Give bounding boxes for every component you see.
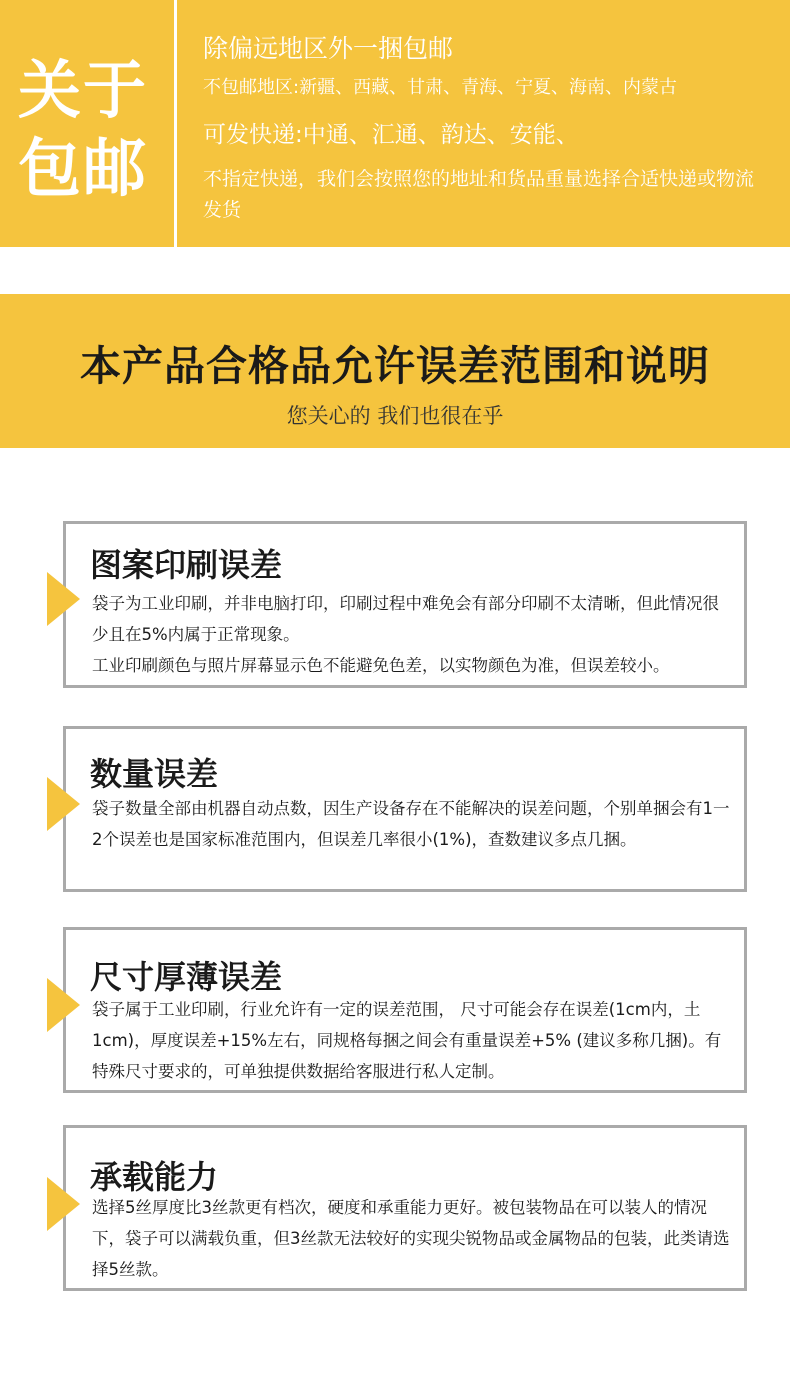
section-arrow-icon bbox=[47, 978, 80, 1032]
banner-title: 本产品合格品允许误差范围和说明 bbox=[80, 342, 710, 390]
section-paragraph: 袋子属于工业印刷，行业允许有一定的误差范围， 尺寸可能会存在误差(1cm内，土1cm)，厚度误差+15%左右，同规格每捆之间会有重量误差+5% (建议多称几捆)。有特殊尺寸要求的，可单独提供数据给客服进行私人定制。 bbox=[92, 1000, 722, 1081]
section-title: 数量误差 bbox=[90, 755, 219, 793]
section-paragraph: 选择5丝厚度比3丝款更有档次，硬度和承重能力更好。被包装物品在可以装人的情况下，袋子可以满载负重，但3丝款无法较好的实现尖锐物品或金属物品的包装，此类请选择5丝款。 bbox=[92, 1198, 730, 1279]
banner-subtitle: 您关心的 我们也很在乎 bbox=[286, 404, 504, 428]
section-body bbox=[92, 1192, 732, 1285]
section-body bbox=[92, 588, 732, 681]
section-title: 图案印刷误差 bbox=[90, 546, 283, 584]
shipping-info-panel bbox=[0, 0, 790, 247]
shipping-title: 除偏远地区外一捆包邮 bbox=[203, 34, 454, 63]
section-paragraph: 工业印刷颜色与照片屏幕显示色不能避免色差，以实物颜色为准，但误差较小。 bbox=[92, 656, 670, 675]
section-card-quantity-error bbox=[63, 726, 747, 892]
shipping-note: 不指定快递，我们会按照您的地址和货品重量选择合适快递或物流发货 bbox=[203, 168, 755, 221]
section-paragraph: 袋子为工业印刷，并非电脑打印，印刷过程中难免会有部分印刷不太清晰，但此情况很少且在5%内属于正常现象。 bbox=[92, 594, 719, 644]
express-carriers: 可发快递:中通、汇通、韵达、安能、 bbox=[203, 122, 579, 148]
shipping-badge-line1: 关于 bbox=[18, 54, 148, 127]
section-arrow-icon bbox=[47, 1177, 80, 1231]
section-body bbox=[92, 994, 732, 1087]
section-card-size-error bbox=[63, 927, 747, 1093]
section-arrow-icon bbox=[47, 777, 80, 831]
shipping-badge bbox=[18, 52, 158, 208]
section-paragraph: 袋子数量全部由机器自动点数，因生产设备存在不能解决的误差问题，个别单捆会有1一2个误差也是国家标准范围内，但误差几率很小(1%)，查数建议多点几捆。 bbox=[92, 799, 730, 849]
excluded-regions: 不包邮地区:新疆、西藏、甘肃、青海、宁夏、海南、内蒙古 bbox=[203, 77, 678, 98]
shipping-divider bbox=[174, 0, 177, 247]
section-title: 尺寸厚薄误差 bbox=[90, 958, 283, 996]
shipping-badge-line2: 包邮 bbox=[18, 132, 148, 205]
section-title: 承载能力 bbox=[90, 1158, 219, 1196]
section-card-print-error bbox=[63, 521, 747, 688]
section-body bbox=[92, 793, 732, 855]
section-arrow-icon bbox=[47, 572, 80, 626]
section-card-load-capacity bbox=[63, 1125, 747, 1291]
